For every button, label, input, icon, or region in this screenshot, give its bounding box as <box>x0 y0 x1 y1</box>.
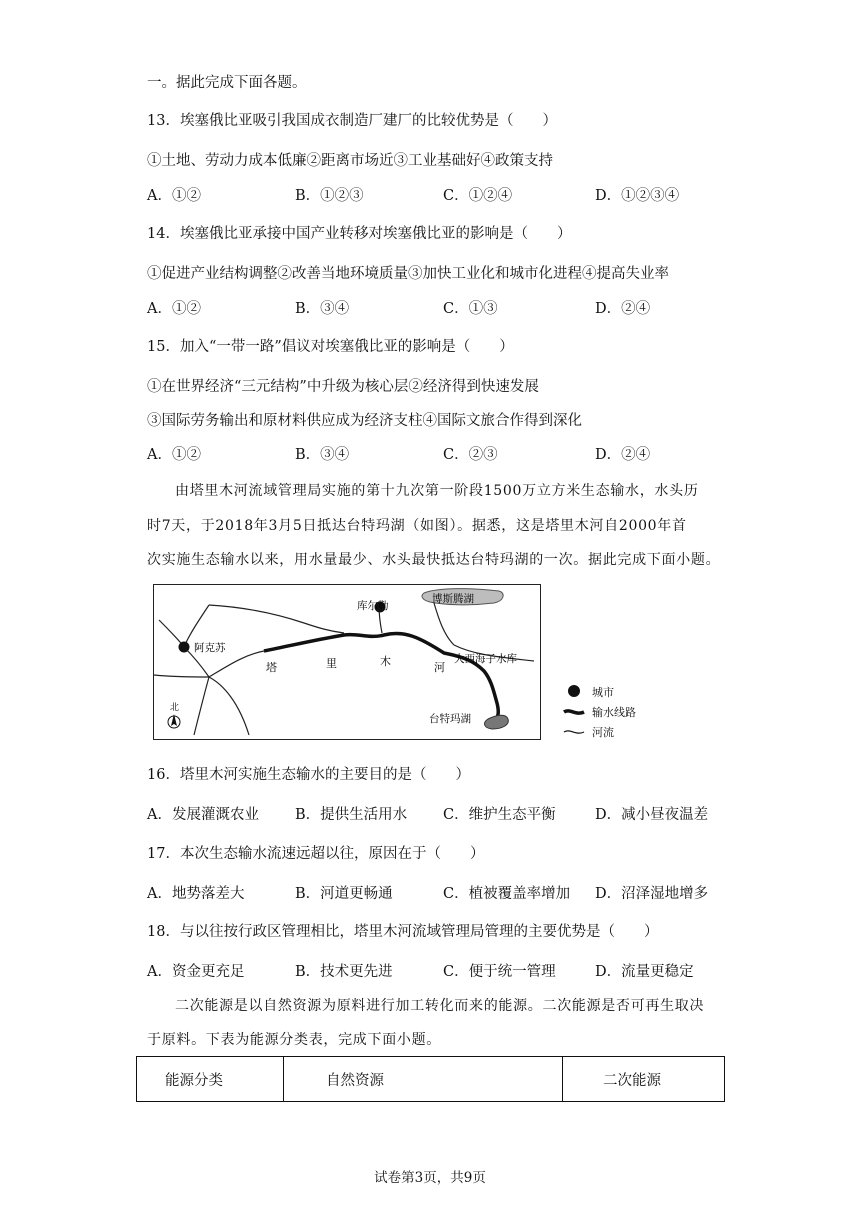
river-southwest <box>194 677 209 735</box>
legend-city-label: 城市 <box>592 686 614 699</box>
page-footer: 试卷第3页，共9页 <box>374 1170 486 1186</box>
q14-option-b[interactable]: B．③④ <box>295 301 350 317</box>
river-aksu-north2 <box>184 605 209 647</box>
taitema-lake-shape <box>485 715 509 729</box>
q18-option-b[interactable]: B．技术更先进 <box>295 964 393 980</box>
legend-pipeline-icon <box>564 711 584 713</box>
q17-option-a[interactable]: A．地势落差大 <box>147 886 245 902</box>
q15-option-b[interactable]: B．③④ <box>295 447 350 463</box>
q15-option-a[interactable]: A．①② <box>147 447 201 463</box>
q16-option-b[interactable]: B．提供生活用水 <box>295 807 408 823</box>
river-south-branch <box>209 677 249 735</box>
tarim-river-map <box>153 584 541 740</box>
label-taitema: 台特玛湖 <box>429 713 471 725</box>
q15-items-1: ①在世界经济“三元结构”中升级为核心层②经济得到快速发展 <box>147 379 539 395</box>
map-legend <box>562 682 672 742</box>
map-svg <box>154 585 539 738</box>
q15-option-d[interactable]: D．②④ <box>595 447 651 463</box>
q13-option-d[interactable]: D．①②③④ <box>595 188 680 204</box>
label-river-li: 里 <box>326 657 337 670</box>
label-river-ta: 塔 <box>266 661 277 674</box>
q18-option-c[interactable]: C．便于统一管理 <box>443 964 556 980</box>
q13-option-c[interactable]: C．①②④ <box>443 188 513 204</box>
legend-river-label: 河流 <box>592 726 614 739</box>
legend-river-icon <box>564 731 584 733</box>
q15-option-c[interactable]: C．②③ <box>443 447 498 463</box>
label-bosten: 博斯腾湖 <box>432 593 474 605</box>
passage1-line3: 次实施生态输水以来，用水量最少、水头最快抵达台特玛湖的一次。据此完成下面小题。 <box>147 552 721 568</box>
q14-option-d[interactable]: D．②④ <box>595 301 651 317</box>
q13-items: ①土地、劳动力成本低廉②距离市场近③工业基础好④政策支持 <box>147 153 553 169</box>
north-arrow-icon <box>171 714 177 726</box>
q16-option-c[interactable]: C．维护生态平衡 <box>443 807 556 823</box>
water-pipeline-line <box>264 633 498 723</box>
label-korla: 库尔勒 <box>357 600 389 612</box>
table-header-cell: 自然资源 <box>284 1057 563 1102</box>
legend-pipeline-label: 输水线路 <box>592 706 636 719</box>
label-river-mu: 木 <box>380 655 391 668</box>
q16-option-d[interactable]: D．减小昼夜温差 <box>595 807 709 823</box>
q15-items-2: ③国际劳务输出和原材料供应成为经济支柱④国际文旅合作得到深化 <box>147 413 582 429</box>
label-reservoir: 大西海子水库 <box>454 653 517 665</box>
intro-line: 一。据此完成下面各题。 <box>147 75 307 91</box>
q15-stem: 15．加入“一带一路”倡议对埃塞俄比亚的影响是（ ） <box>147 339 514 355</box>
q13-option-b[interactable]: B．①②③ <box>295 188 364 204</box>
q13-stem: 13．埃塞俄比亚吸引我国成衣制造厂建厂的比较优势是（ ） <box>147 113 557 129</box>
label-aksu: 阿克苏 <box>194 642 226 654</box>
q14-items: ①促进产业结构调整②改善当地环境质量③加快工业化和城市化进程④提高失业率 <box>147 266 669 282</box>
table-row <box>137 1057 725 1102</box>
table-header-cell: 二次能源 <box>563 1057 725 1102</box>
table-header-cell: 能源分类 <box>137 1057 284 1102</box>
energy-classification-table <box>136 1056 725 1102</box>
q17-option-d[interactable]: D．沼泽湿地增多 <box>595 886 709 902</box>
passage2-line1: 二次能源是以自然资源为原料进行加工转化而来的能源。二次能源是否可再生取决 <box>175 998 705 1014</box>
passage1-line1: 由塔里木河流域管理局实施的第十九次第一阶段1500万立方米生态输水，水头历 <box>175 483 699 499</box>
q17-stem: 17．本次生态输水流速远超以往，原因在于（ ） <box>147 846 485 862</box>
q18-option-a[interactable]: A．资金更充足 <box>147 964 245 980</box>
q18-stem: 18．与以往按行政区管理相比，塔里木河流域管理局管理的主要优势是（ ） <box>147 924 659 940</box>
river-upper <box>209 605 344 633</box>
passage1-line2: 时7天，于2018年3月5日抵达台特玛湖（如图）。据悉，这是塔里木河自2000年首 <box>147 518 687 534</box>
legend-city-icon <box>568 685 580 697</box>
q16-stem: 16．塔里木河实施生态输水的主要目的是（ ） <box>147 767 470 783</box>
q14-option-c[interactable]: C．①③ <box>443 301 498 317</box>
river-aksu-north <box>159 620 184 647</box>
q14-option-a[interactable]: A．①② <box>147 301 201 317</box>
q18-option-d[interactable]: D．流量更稳定 <box>595 964 694 980</box>
aksu-city-dot <box>179 642 190 653</box>
q17-option-b[interactable]: B．河道更畅通 <box>295 886 393 902</box>
q13-option-a[interactable]: A．①② <box>147 188 201 204</box>
passage2-line2: 于原料。下表为能源分类表，完成下面小题。 <box>147 1032 441 1048</box>
label-river-he: 河 <box>434 661 445 674</box>
q16-option-a[interactable]: A．发展灌溉农业 <box>147 807 259 823</box>
label-north: 北 <box>170 703 180 713</box>
q14-stem: 14．埃塞俄比亚承接中国产业转移对埃塞俄比亚的影响是（ ） <box>147 226 572 242</box>
river-west-branch <box>154 675 209 677</box>
q17-option-c[interactable]: C．植被覆盖率增加 <box>443 886 571 902</box>
river-main-west <box>209 651 264 677</box>
